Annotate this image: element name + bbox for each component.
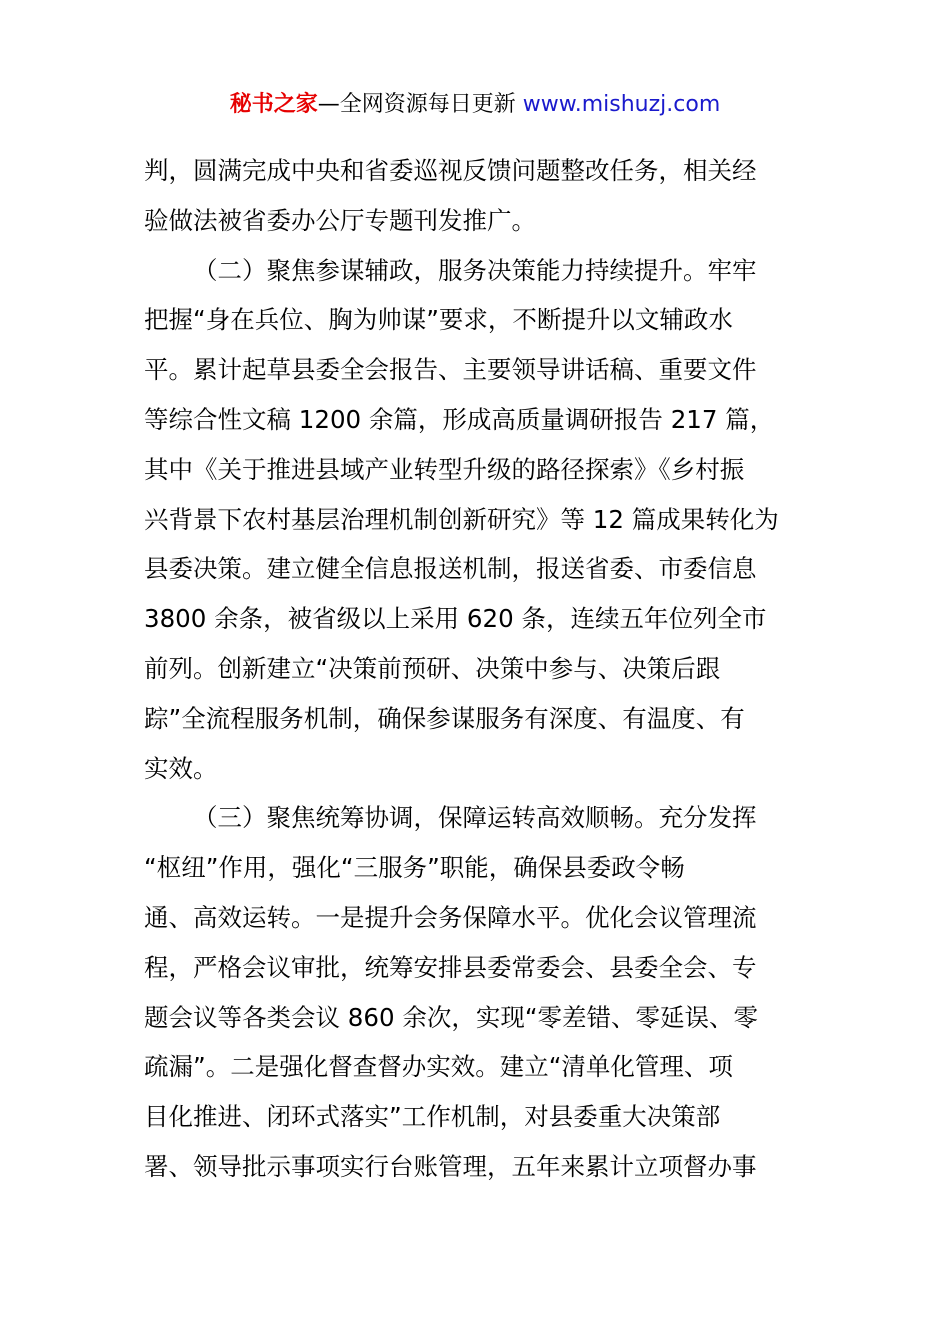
text-line: 程，严格会议审批，统筹安排县委常委会、县委全会、专 xyxy=(144,952,757,982)
text-line: 兴背景下农村基层治理机制创新研究》等 12 篇成果转化为 xyxy=(144,504,779,534)
text-line: 县委决策。建立健全信息报送机制，报送省委、市委信息 xyxy=(144,554,757,584)
text-line: 目化推进、闭环式落实”工作机制，对县委重大决策部 xyxy=(144,1102,721,1132)
document-body xyxy=(144,146,808,1192)
brand-name: 秘书之家 xyxy=(229,92,318,117)
text-line: 前列。创新建立“决策前预研、决策中参与、决策后跟 xyxy=(144,653,721,683)
section-heading-line: （三）聚焦统筹协调，保障运转高效顺畅。充分发挥 xyxy=(193,803,757,833)
text-line: 判，圆满完成中央和省委巡视反馈问题整改任务，相关经 xyxy=(144,156,757,185)
text-line: 题会议等各类会议 860 余次，实现“零差错、零延误、零 xyxy=(144,1002,759,1032)
page-header xyxy=(0,90,950,120)
text-line: 平。累计起草县委全会报告、主要领导讲话稿、重要文件 xyxy=(144,355,757,385)
text-line: “枢纽”作用，强化“三服务”职能，确保县委政令畅 xyxy=(144,853,685,883)
text-line: 踪”全流程服务机制，确保参谋服务有深度、有温度、有 xyxy=(144,703,745,733)
text-line: 等综合性文稿 1200 余篇，形成高质量调研报告 217 篇， xyxy=(144,404,775,434)
site-url-link[interactable]: www.mishuzj.com xyxy=(522,92,721,117)
text-line: 3800 余条，被省级以上采用 620 条，连续五年位列全市 xyxy=(144,604,767,634)
text-line: 其中《关于推进县域产业转型升级的路径探索》《乡村振 xyxy=(144,454,745,484)
text-line: 实效。 xyxy=(144,753,218,783)
text-line: 疏漏”。二是强化督查督办实效。建立“清单化管理、项 xyxy=(144,1052,733,1082)
text-line: 署、领导批示事项实行台账管理，五年来累计立项督办事 xyxy=(144,1151,757,1181)
section-heading-line: （二）聚焦参谋辅政，服务决策能力持续提升。牢牢 xyxy=(193,255,757,285)
header-tagline: —全网资源每日更新 xyxy=(317,92,523,117)
text-line: 验做法被省委办公厅专题刊发推广。 xyxy=(144,205,536,235)
text-line: 通、高效运转。一是提升会务保障水平。优化会议管理流 xyxy=(144,902,757,932)
text-line: 把握“身在兵位、胸为帅谋”要求，不断提升以文辅政水 xyxy=(144,305,733,335)
